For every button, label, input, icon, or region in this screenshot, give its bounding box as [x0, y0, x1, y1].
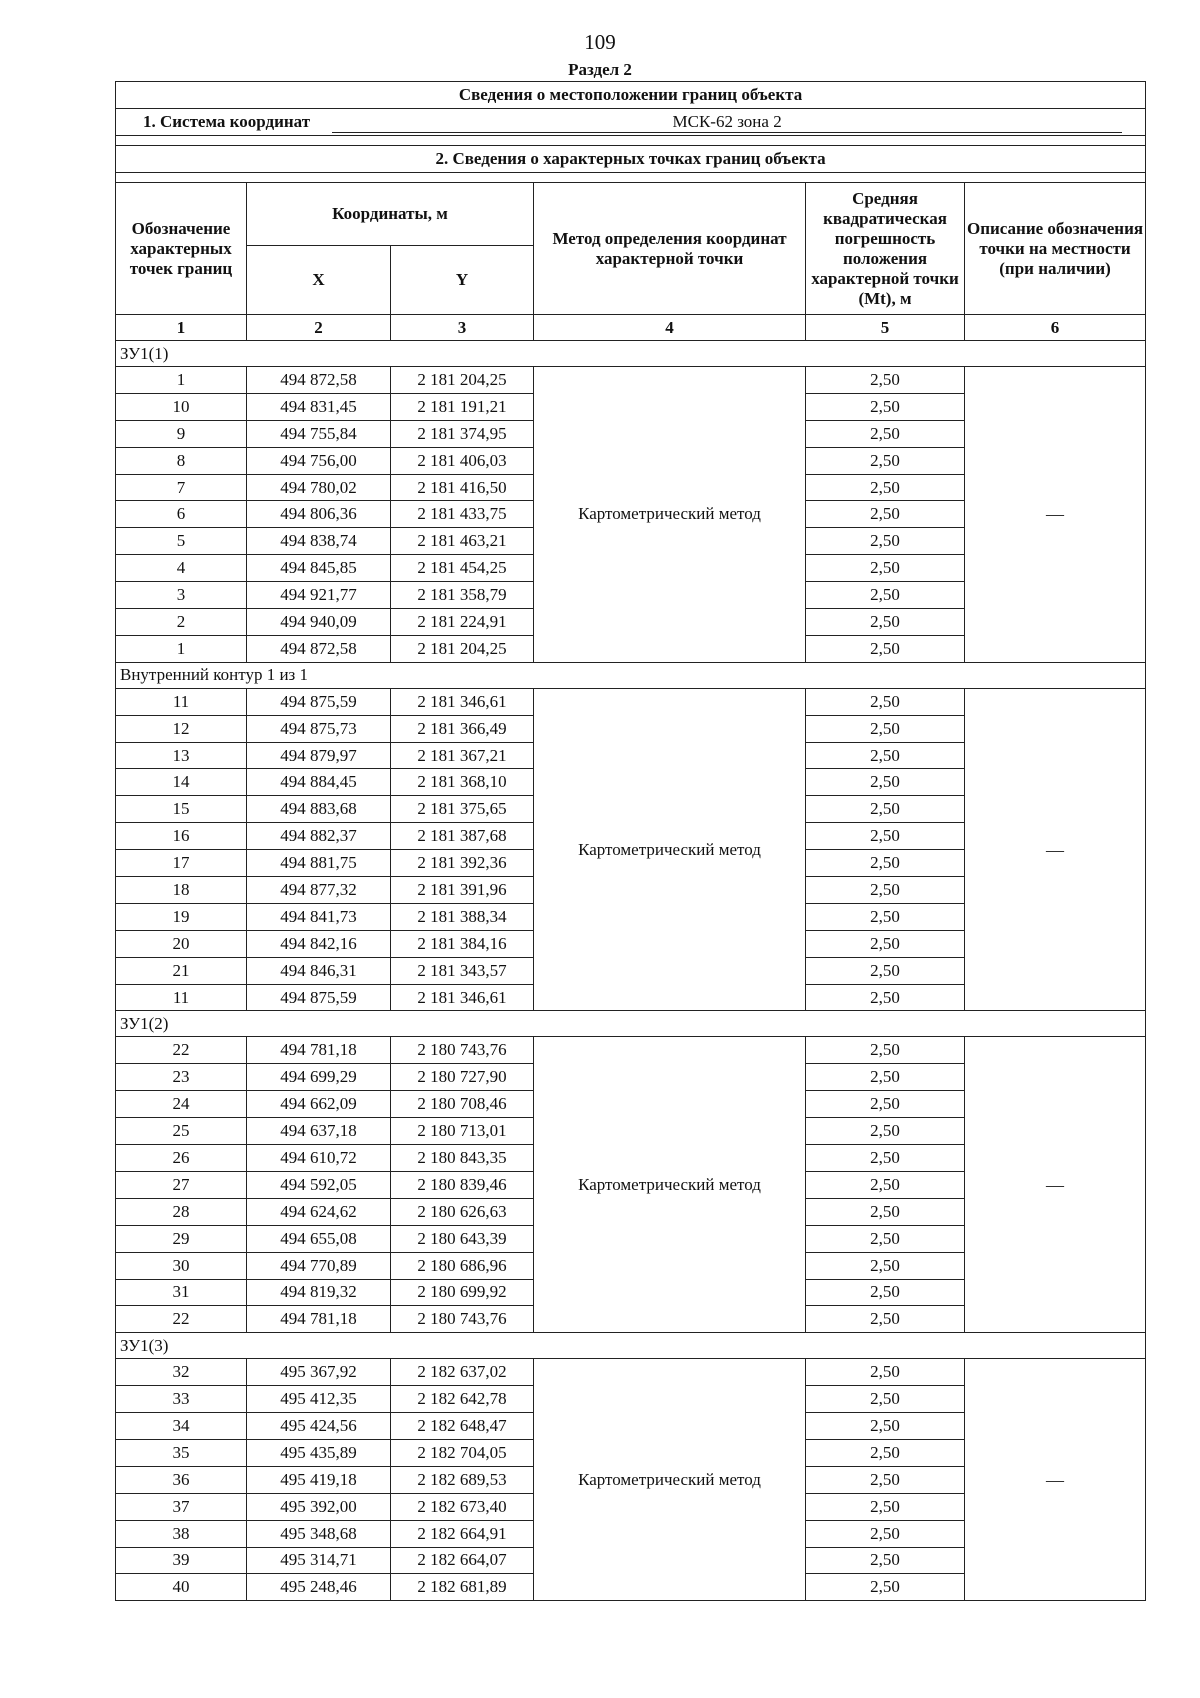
- coord-x: 494 841,73: [247, 903, 391, 930]
- column-number: 5: [806, 315, 965, 341]
- error-value: 2,50: [806, 1520, 965, 1547]
- coord-x: 494 770,89: [247, 1252, 391, 1279]
- coord-y: 2 182 681,89: [391, 1574, 534, 1601]
- error-value: 2,50: [806, 903, 965, 930]
- group-label: ЗУ1(1): [116, 341, 1146, 367]
- column-number: 6: [965, 315, 1146, 341]
- point-number: 13: [116, 742, 247, 769]
- point-number: 31: [116, 1279, 247, 1306]
- coord-y: 2 181 392,36: [391, 850, 534, 877]
- error-value: 2,50: [806, 609, 965, 636]
- error-value: 2,50: [806, 528, 965, 555]
- error-value: 2,50: [806, 1171, 965, 1198]
- coord-x: 494 842,16: [247, 930, 391, 957]
- error-value: 2,50: [806, 1493, 965, 1520]
- error-value: 2,50: [806, 1225, 965, 1252]
- coord-y: 2 180 839,46: [391, 1171, 534, 1198]
- error-value: 2,50: [806, 501, 965, 528]
- coord-x: 495 314,71: [247, 1547, 391, 1574]
- point-number: 6: [116, 501, 247, 528]
- method-cell: Картометрический метод: [534, 367, 806, 663]
- error-value: 2,50: [806, 555, 965, 582]
- coord-y: 2 181 346,61: [391, 984, 534, 1011]
- header-method: Метод определения координат характерной точки: [534, 183, 806, 315]
- point-number: 1: [116, 635, 247, 662]
- error-value: 2,50: [806, 1064, 965, 1091]
- point-number: 16: [116, 823, 247, 850]
- error-value: 2,50: [806, 715, 965, 742]
- coord-y: 2 181 366,49: [391, 715, 534, 742]
- coord-y: 2 181 384,16: [391, 930, 534, 957]
- error-value: 2,50: [806, 877, 965, 904]
- coord-y: 2 181 454,25: [391, 555, 534, 582]
- point-number: 21: [116, 957, 247, 984]
- coord-x: 494 592,05: [247, 1171, 391, 1198]
- coord-x: 494 819,32: [247, 1279, 391, 1306]
- point-number: 7: [116, 474, 247, 501]
- point-number: 20: [116, 930, 247, 957]
- coord-y: 2 181 204,25: [391, 635, 534, 662]
- coord-x: 494 940,09: [247, 609, 391, 636]
- coord-x: 494 875,59: [247, 688, 391, 715]
- point-number: 33: [116, 1386, 247, 1413]
- error-value: 2,50: [806, 1279, 965, 1306]
- coord-x: 494 872,58: [247, 367, 391, 394]
- point-number: 22: [116, 1037, 247, 1064]
- error-value: 2,50: [806, 1547, 965, 1574]
- coord-y: 2 181 375,65: [391, 796, 534, 823]
- coord-y: 2 180 727,90: [391, 1064, 534, 1091]
- coord-y: 2 180 708,46: [391, 1091, 534, 1118]
- error-value: 2,50: [806, 1439, 965, 1466]
- coord-y: 2 181 343,57: [391, 957, 534, 984]
- point-number: 32: [116, 1359, 247, 1386]
- coord-x: 494 872,58: [247, 635, 391, 662]
- coord-x: 494 637,18: [247, 1118, 391, 1145]
- point-number: 26: [116, 1145, 247, 1172]
- coord-x: 494 921,77: [247, 582, 391, 609]
- point-number: 30: [116, 1252, 247, 1279]
- coord-y: 2 181 358,79: [391, 582, 534, 609]
- page-number: 109: [584, 30, 616, 54]
- error-value: 2,50: [806, 1198, 965, 1225]
- coord-y: 2 181 391,96: [391, 877, 534, 904]
- point-number: 12: [116, 715, 247, 742]
- coord-y: 2 182 637,02: [391, 1359, 534, 1386]
- coord-x: 494 781,18: [247, 1306, 391, 1333]
- coord-y: 2 181 191,21: [391, 393, 534, 420]
- error-value: 2,50: [806, 769, 965, 796]
- coord-y: 2 181 374,95: [391, 420, 534, 447]
- coord-x: 494 806,36: [247, 501, 391, 528]
- error-value: 2,50: [806, 742, 965, 769]
- coord-y: 2 181 368,10: [391, 769, 534, 796]
- coord-y: 2 182 689,53: [391, 1466, 534, 1493]
- coord-y: 2 180 699,92: [391, 1279, 534, 1306]
- coord-x: 494 846,31: [247, 957, 391, 984]
- coord-y: 2 182 664,07: [391, 1547, 534, 1574]
- error-value: 2,50: [806, 850, 965, 877]
- point-number: 2: [116, 609, 247, 636]
- table-row: [116, 688, 1146, 715]
- coord-x: 494 881,75: [247, 850, 391, 877]
- coord-y: 2 181 463,21: [391, 528, 534, 555]
- group-label: Внутренний контур 1 из 1: [116, 662, 1146, 688]
- coord-y: 2 181 388,34: [391, 903, 534, 930]
- coord-system-label: 1. Система координат: [142, 111, 311, 131]
- coord-x: 494 755,84: [247, 420, 391, 447]
- group-label: ЗУ1(3): [116, 1333, 1146, 1359]
- point-number: 14: [116, 769, 247, 796]
- table-row: [116, 1359, 1146, 1386]
- section-title: Раздел 2: [568, 60, 632, 79]
- method-cell: Картометрический метод: [534, 1037, 806, 1333]
- point-number: 8: [116, 447, 247, 474]
- point-number: 35: [116, 1439, 247, 1466]
- point-number: 1: [116, 367, 247, 394]
- point-number: 15: [116, 796, 247, 823]
- error-value: 2,50: [806, 1145, 965, 1172]
- point-number: 5: [116, 528, 247, 555]
- point-number: 29: [116, 1225, 247, 1252]
- coord-x: 494 831,45: [247, 393, 391, 420]
- coord-system-row: [116, 109, 1146, 136]
- coord-y: 2 182 642,78: [391, 1386, 534, 1413]
- coord-y: 2 182 648,47: [391, 1413, 534, 1440]
- coord-x: 495 435,89: [247, 1439, 391, 1466]
- error-value: 2,50: [806, 1037, 965, 1064]
- coord-y: 2 182 704,05: [391, 1439, 534, 1466]
- coord-x: 495 412,35: [247, 1386, 391, 1413]
- point-number: 34: [116, 1413, 247, 1440]
- point-number: 11: [116, 688, 247, 715]
- point-number: 10: [116, 393, 247, 420]
- header-description: Описание обозначения точки на местности (при наличии): [965, 183, 1146, 315]
- coord-x: 494 699,29: [247, 1064, 391, 1091]
- error-value: 2,50: [806, 447, 965, 474]
- point-number: 25: [116, 1118, 247, 1145]
- point-number: 22: [116, 1306, 247, 1333]
- table-row: [116, 1037, 1146, 1064]
- point-number: 9: [116, 420, 247, 447]
- coord-x: 495 392,00: [247, 1493, 391, 1520]
- coord-y: 2 181 416,50: [391, 474, 534, 501]
- point-number: 3: [116, 582, 247, 609]
- error-value: 2,50: [806, 1413, 965, 1440]
- spacer: [116, 173, 1146, 183]
- column-number: 3: [391, 315, 534, 341]
- description-cell: —: [965, 1037, 1146, 1333]
- coord-y: 2 182 673,40: [391, 1493, 534, 1520]
- coord-y: 2 181 367,21: [391, 742, 534, 769]
- coord-x: 495 248,46: [247, 1574, 391, 1601]
- error-value: 2,50: [806, 582, 965, 609]
- coord-y: 2 180 686,96: [391, 1252, 534, 1279]
- error-value: 2,50: [806, 635, 965, 662]
- coord-x: 494 879,97: [247, 742, 391, 769]
- coord-y: 2 180 843,35: [391, 1145, 534, 1172]
- error-value: 2,50: [806, 796, 965, 823]
- coord-x: 494 610,72: [247, 1145, 391, 1172]
- coord-y: 2 181 433,75: [391, 501, 534, 528]
- coord-x: 494 756,00: [247, 447, 391, 474]
- coord-x: 495 424,56: [247, 1413, 391, 1440]
- coord-y: 2 180 743,76: [391, 1306, 534, 1333]
- point-number: 19: [116, 903, 247, 930]
- header-y: Y: [391, 246, 534, 315]
- coord-y: 2 180 713,01: [391, 1118, 534, 1145]
- error-value: 2,50: [806, 1118, 965, 1145]
- header-coordinates: Координаты, м: [247, 183, 534, 246]
- error-value: 2,50: [806, 957, 965, 984]
- error-value: 2,50: [806, 823, 965, 850]
- error-value: 2,50: [806, 1306, 965, 1333]
- table-row: [116, 367, 1146, 394]
- point-number: 23: [116, 1064, 247, 1091]
- coord-system-value: МСК-62 зона 2: [332, 112, 1122, 133]
- point-number: 36: [116, 1466, 247, 1493]
- error-value: 2,50: [806, 688, 965, 715]
- coord-y: 2 180 743,76: [391, 1037, 534, 1064]
- coord-y: 2 181 387,68: [391, 823, 534, 850]
- coord-x: 494 780,02: [247, 474, 391, 501]
- coord-x: 494 781,18: [247, 1037, 391, 1064]
- coord-x: 495 367,92: [247, 1359, 391, 1386]
- error-value: 2,50: [806, 1252, 965, 1279]
- error-value: 2,50: [806, 393, 965, 420]
- points-title: 2. Сведения о характерных точках границ объекта: [116, 146, 1146, 173]
- point-number: 39: [116, 1547, 247, 1574]
- coord-x: 494 882,37: [247, 823, 391, 850]
- header-x: X: [247, 246, 391, 315]
- error-value: 2,50: [806, 1091, 965, 1118]
- point-number: 38: [116, 1520, 247, 1547]
- method-cell: Картометрический метод: [534, 688, 806, 1011]
- point-number: 37: [116, 1493, 247, 1520]
- point-number: 11: [116, 984, 247, 1011]
- coord-y: 2 181 204,25: [391, 367, 534, 394]
- coord-x: 495 419,18: [247, 1466, 391, 1493]
- error-value: 2,50: [806, 1386, 965, 1413]
- point-number: 28: [116, 1198, 247, 1225]
- header-point-designation: Обозначение характерных точек границ: [116, 183, 247, 315]
- coord-y: 2 182 664,91: [391, 1520, 534, 1547]
- description-cell: —: [965, 1359, 1146, 1601]
- coord-x: 494 662,09: [247, 1091, 391, 1118]
- coord-x: 495 348,68: [247, 1520, 391, 1547]
- error-value: 2,50: [806, 1359, 965, 1386]
- error-value: 2,50: [806, 1574, 965, 1601]
- error-value: 2,50: [806, 367, 965, 394]
- coord-x: 494 877,32: [247, 877, 391, 904]
- coord-y: 2 181 346,61: [391, 688, 534, 715]
- description-cell: —: [965, 688, 1146, 1011]
- coord-y: 2 181 406,03: [391, 447, 534, 474]
- error-value: 2,50: [806, 474, 965, 501]
- point-number: 17: [116, 850, 247, 877]
- error-value: 2,50: [806, 984, 965, 1011]
- error-value: 2,50: [806, 930, 965, 957]
- point-number: 4: [116, 555, 247, 582]
- error-value: 2,50: [806, 1466, 965, 1493]
- point-number: 18: [116, 877, 247, 904]
- coord-x: 494 875,59: [247, 984, 391, 1011]
- coord-x: 494 875,73: [247, 715, 391, 742]
- description-cell: —: [965, 367, 1146, 663]
- point-number: 24: [116, 1091, 247, 1118]
- table-title: Сведения о местоположении границ объекта: [116, 82, 1146, 109]
- group-label: ЗУ1(2): [116, 1011, 1146, 1037]
- point-number: 40: [116, 1574, 247, 1601]
- boundary-points-table: [115, 81, 1146, 1601]
- point-number: 27: [116, 1171, 247, 1198]
- column-number: 4: [534, 315, 806, 341]
- spacer: [116, 136, 1146, 146]
- coord-x: 494 884,45: [247, 769, 391, 796]
- header-error: Средняя квадратическая погрешность положения характерной точки (Mt), м: [806, 183, 965, 315]
- coord-x: 494 838,74: [247, 528, 391, 555]
- coord-x: 494 655,08: [247, 1225, 391, 1252]
- coord-x: 494 845,85: [247, 555, 391, 582]
- column-number: 1: [116, 315, 247, 341]
- coord-y: 2 180 643,39: [391, 1225, 534, 1252]
- coord-x: 494 624,62: [247, 1198, 391, 1225]
- coord-y: 2 180 626,63: [391, 1198, 534, 1225]
- method-cell: Картометрический метод: [534, 1359, 806, 1601]
- error-value: 2,50: [806, 420, 965, 447]
- column-number: 2: [247, 315, 391, 341]
- coord-y: 2 181 224,91: [391, 609, 534, 636]
- coord-x: 494 883,68: [247, 796, 391, 823]
